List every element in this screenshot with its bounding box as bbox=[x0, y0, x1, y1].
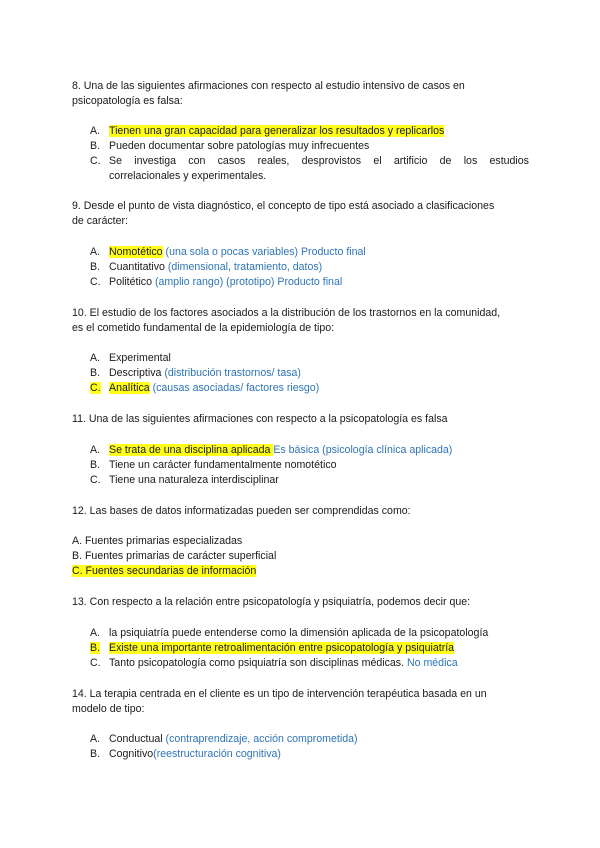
q9-stem-line1: 9. Desde el punto de vista diagnóstico, el concepto de tipo está asociado a clasificaciones bbox=[72, 200, 495, 212]
q13-option-c-label: C. bbox=[90, 657, 101, 669]
q10-option-b-text: Descriptiva bbox=[109, 367, 165, 379]
q12-stem: 12. Las bases de datos informatizadas pueden ser comprendidas como: bbox=[72, 505, 411, 517]
q8-option-c-word: Se bbox=[109, 155, 122, 167]
q14-option-a-text: Conductual bbox=[109, 733, 166, 745]
q8-option-c-word: con bbox=[188, 155, 206, 167]
q9-option-c bbox=[109, 276, 342, 289]
q8-option-c-word: artificio bbox=[393, 155, 428, 167]
q11-option-b-label: B. bbox=[90, 459, 101, 471]
q10-option-a-label: A. bbox=[90, 352, 101, 364]
q13-option-c bbox=[109, 657, 458, 670]
q14-option-b-note: (reestructuración cognitiva) bbox=[153, 748, 281, 760]
q8-stem-line1: 8. Una de las siguientes afirmaciones con respecto al estudio intensivo de casos en bbox=[72, 80, 465, 92]
q9-stem-line2: de carácter: bbox=[72, 215, 128, 227]
q8-option-c-word: investiga bbox=[134, 155, 177, 167]
q8-stem-line2: psicopatología es falsa: bbox=[72, 95, 183, 107]
q10-stem-line1: 10. El estudio de los factores asociados a la distribución de los trastornos en la comunidad, bbox=[72, 307, 501, 319]
q9-option-a-note: (una sola o pocas variables) Producto final bbox=[162, 246, 366, 258]
q11-option-a-label: A. bbox=[90, 444, 101, 456]
q10-option-b-label: B. bbox=[90, 367, 101, 379]
q13-option-b-label bbox=[90, 642, 100, 655]
q8-option-c-word: de bbox=[439, 155, 452, 167]
q13-option-b-label-text: B. bbox=[90, 642, 101, 654]
q8-option-c-word: reales, bbox=[257, 155, 290, 167]
q9-option-b-label: B. bbox=[90, 261, 101, 273]
q9-option-c-text: Politético bbox=[109, 276, 155, 288]
q14-stem-line2: modelo de tipo: bbox=[72, 703, 145, 715]
q10-option-b-note: (distribución trastornos/ tasa) bbox=[164, 367, 301, 379]
q9-option-b-text: Cuantitativo bbox=[109, 261, 168, 273]
q10-option-a-text: Experimental bbox=[109, 352, 171, 364]
q8-option-b-text: Pueden documentar sobre patologías muy infrecuentes bbox=[109, 140, 370, 152]
q10-option-c-note: (causas asociadas/ factores riesgo) bbox=[149, 382, 320, 394]
q13-option-b bbox=[109, 642, 454, 655]
q12-option-c bbox=[72, 565, 256, 578]
q9-option-c-note: (amplio rango) (prototipo) Producto final bbox=[154, 276, 343, 288]
q9-option-a-text: Nomotético bbox=[109, 246, 163, 258]
q8-option-c-word: desprovistos bbox=[301, 155, 362, 167]
q8-option-a bbox=[109, 125, 444, 138]
q9-option-b bbox=[109, 261, 322, 274]
q8-option-b-label: B. bbox=[90, 140, 101, 152]
q11-option-c-text: Tiene una naturaleza interdisciplinar bbox=[109, 474, 279, 486]
q14-option-b bbox=[109, 748, 281, 761]
q13-option-c-text: Tanto psicopatología como psiquiatría son disciplinas médicas. bbox=[109, 657, 405, 669]
q12-option-a-text: A. Fuentes primarias especializadas bbox=[72, 535, 243, 547]
q8-option-c-line2: correlacionales y experimentales. bbox=[109, 170, 267, 182]
q11-option-b-text: Tiene un carácter fundamentalmente nomotético bbox=[109, 459, 337, 471]
q12-option-c-text: C. Fuentes secundarias de información bbox=[72, 565, 257, 577]
q9-option-a bbox=[109, 246, 366, 259]
q8-option-a-text: Tienen una gran capacidad para generalizar los resultados y replicarlos bbox=[109, 125, 445, 137]
q10-option-c-text: Analítica bbox=[109, 382, 150, 394]
q11-stem: 11. Una de las siguientes afirmaciones con respecto a la psicopatología es falsa bbox=[72, 413, 448, 425]
q13-option-a-label: A. bbox=[90, 627, 101, 639]
q11-option-c-label: C. bbox=[90, 474, 101, 486]
q14-option-a-label: A. bbox=[90, 733, 101, 745]
q9-option-a-label: A. bbox=[90, 246, 101, 258]
q13-option-a-text: la psiquiatría puede entenderse como la dimensión aplicada de la psicopatología bbox=[109, 627, 489, 639]
q12-option-b-text: B. Fuentes primarias de carácter superficial bbox=[72, 550, 277, 562]
q13-stem: 13. Con respecto a la relación entre psicopatología y psiquiatría, podemos decir que: bbox=[72, 596, 471, 608]
q8-option-a-label: A. bbox=[90, 125, 101, 137]
q14-option-a bbox=[109, 733, 358, 746]
q14-option-a-note: (contraprendizaje, acción comprometida) bbox=[165, 733, 358, 745]
q8-option-c-word: casos bbox=[217, 155, 246, 167]
q8-option-c-word: estudios bbox=[489, 155, 529, 167]
q9-option-c-label: C. bbox=[90, 276, 101, 288]
q11-option-a bbox=[109, 444, 452, 457]
q13-option-b-text: Existe una importante retroalimentación entre psicopatología y psiquiatría bbox=[109, 642, 455, 654]
q11-option-a-text: Se trata de una disciplina aplicada bbox=[109, 444, 274, 456]
q10-option-c-label bbox=[90, 382, 101, 395]
q13-option-c-note: No médica bbox=[404, 657, 458, 669]
q10-stem-line2: es el cometido fundamental de la epidemiología de tipo: bbox=[72, 322, 335, 334]
q8-option-c-word: el bbox=[373, 155, 382, 167]
q14-stem-line1: 14. La terapia centrada en el cliente es un tipo de intervención terapéutica basada en un bbox=[72, 688, 487, 700]
q14-option-b-text: Cognitivo bbox=[109, 748, 154, 760]
q10-option-c-label-text: C. bbox=[90, 382, 101, 394]
q11-option-a-note: Es básica (psicología clínica aplicada) bbox=[273, 444, 453, 456]
q10-option-b bbox=[109, 367, 301, 380]
q8-option-c-word: los bbox=[463, 155, 478, 167]
q14-option-b-label: B. bbox=[90, 748, 101, 760]
q9-option-b-note: (dimensional, tratamiento, datos) bbox=[167, 261, 323, 273]
q8-option-c-line1 bbox=[109, 155, 529, 168]
q10-option-c bbox=[109, 382, 319, 395]
q8-option-c-label: C. bbox=[90, 155, 101, 167]
